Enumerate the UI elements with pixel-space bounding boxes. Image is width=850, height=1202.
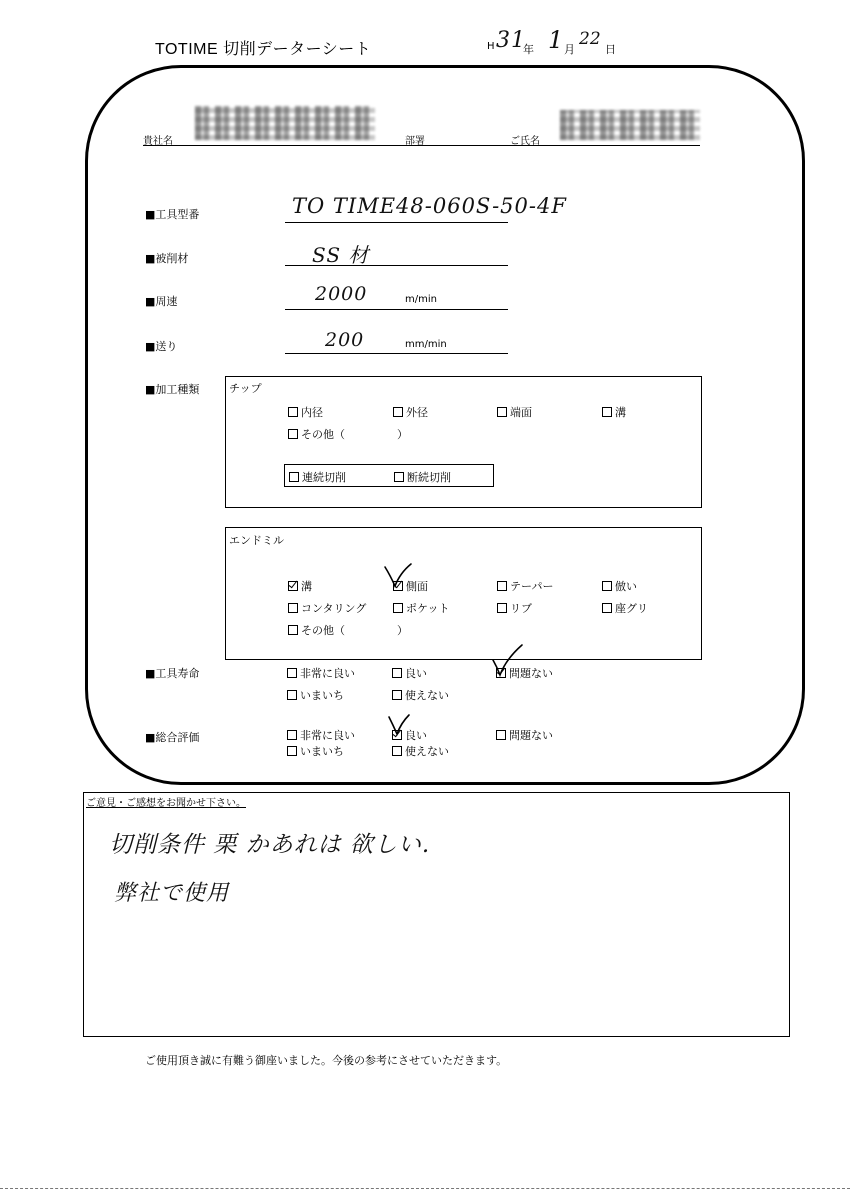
checkbox[interactable]	[496, 730, 506, 740]
option-label: 溝	[615, 406, 626, 419]
sheet-title: TOTIME 切削データーシート	[155, 41, 372, 58]
redacted-person-name	[560, 110, 700, 140]
overall-label: ■総合評価	[145, 731, 200, 744]
tool-model-label: ■工具型番	[145, 208, 200, 221]
checkbox[interactable]	[288, 581, 298, 591]
surface-speed-line	[285, 309, 508, 310]
tool-life-option-unusable[interactable]	[392, 687, 449, 703]
tip-option-other[interactable]	[288, 426, 408, 442]
overall-option-unusable[interactable]	[392, 743, 449, 759]
option-label: 外径	[406, 406, 428, 419]
option-label: 良い	[405, 667, 427, 680]
checkbox[interactable]	[602, 407, 612, 417]
option-label: 問題ない	[509, 667, 553, 680]
option-label: 端面	[510, 406, 532, 419]
date-day: 22	[579, 29, 601, 49]
surface-speed-unit: m/min	[405, 294, 437, 305]
tip-section	[225, 376, 702, 508]
option-label: 側面	[406, 580, 428, 593]
endmill-section	[225, 527, 702, 660]
tool-model-value[interactable]: TO TIME48-060S-50-4F	[292, 194, 567, 218]
checkbox[interactable]	[287, 690, 297, 700]
checkbox[interactable]	[288, 603, 298, 613]
tool-life-option-excellent[interactable]	[287, 665, 355, 681]
checkbox[interactable]	[287, 746, 297, 756]
comments-label: ご意見・ご感想をお聞かせ下さい。	[86, 798, 246, 809]
work-material-label: ■被削材	[145, 252, 189, 265]
date-era: H	[487, 41, 495, 52]
date-month: 1	[548, 26, 565, 54]
endmill-option-copying[interactable]	[602, 578, 637, 594]
checkbox[interactable]	[288, 625, 298, 635]
option-label: 倣い	[615, 580, 637, 593]
page-edge-line	[0, 1188, 850, 1189]
comments-section	[83, 792, 790, 1037]
feed-unit: mm/min	[405, 339, 447, 350]
checkbox[interactable]	[392, 690, 402, 700]
option-label: 使えない	[405, 745, 449, 758]
checkbox[interactable]	[497, 407, 507, 417]
cutting-mode-continuous[interactable]	[289, 469, 346, 485]
tool-model-line	[285, 222, 508, 223]
tool-life-label: ■工具寿命	[145, 667, 200, 680]
tool-life-option-good[interactable]	[392, 665, 427, 681]
option-label: 使えない	[405, 689, 449, 702]
endmill-option-contouring[interactable]	[288, 600, 366, 616]
checkbox[interactable]	[602, 603, 612, 613]
option-label: 断続切削	[407, 471, 451, 484]
option-label: その他（	[301, 624, 345, 637]
checkbox[interactable]	[289, 472, 299, 482]
endmill-option-pocket[interactable]	[393, 600, 449, 616]
handwritten-check-mark	[386, 713, 412, 737]
date-year: 31	[496, 28, 526, 53]
endmill-option-rib[interactable]	[497, 600, 532, 616]
option-label: いまいち	[300, 689, 344, 702]
option-close-paren: ）	[397, 624, 408, 637]
surface-speed-value[interactable]: 2000	[315, 283, 368, 305]
tip-title: チップ	[229, 382, 262, 395]
feed-label: ■送り	[145, 340, 178, 353]
machining-type-label: ■加工種類	[145, 383, 200, 396]
tip-option-groove[interactable]	[602, 404, 626, 420]
name-label: ご氏名	[510, 136, 540, 147]
date-month-unit: 月	[564, 43, 575, 56]
option-label: 溝	[301, 580, 312, 593]
option-label: 連続切削	[302, 471, 346, 484]
option-label: 座グリ	[615, 602, 648, 615]
option-label: 非常に良い	[300, 729, 355, 742]
checkbox[interactable]	[287, 730, 297, 740]
cutting-mode-interrupted[interactable]	[394, 469, 451, 485]
option-label: ポケット	[406, 602, 450, 615]
option-label: 内径	[301, 406, 323, 419]
option-label: いまいち	[300, 745, 344, 758]
option-label: 非常に良い	[300, 667, 355, 680]
endmill-option-groove[interactable]	[288, 578, 312, 594]
endmill-option-counterbore[interactable]	[602, 600, 648, 616]
tip-option-outer-diameter[interactable]	[393, 404, 428, 420]
feed-line	[285, 353, 508, 354]
redacted-company-name	[195, 106, 375, 140]
work-material-line	[285, 265, 508, 266]
handwritten-check-mark	[490, 642, 524, 678]
checkbox[interactable]	[287, 668, 297, 678]
checkbox[interactable]	[394, 472, 404, 482]
tip-option-end-face[interactable]	[497, 404, 532, 420]
checkbox[interactable]	[392, 746, 402, 756]
company-label: 貴社名	[143, 136, 173, 147]
feed-value[interactable]: 200	[325, 329, 365, 351]
date-day-unit: 日	[605, 43, 616, 56]
endmill-title: エンドミル	[229, 534, 284, 547]
handwritten-check-mark	[382, 562, 414, 590]
option-label: その他（	[301, 428, 345, 441]
overall-option-excellent[interactable]	[287, 727, 355, 743]
work-material-value[interactable]: SS 材	[312, 243, 370, 267]
endmill-option-other[interactable]	[288, 622, 408, 638]
option-label: テーパー	[510, 580, 554, 593]
checkbox[interactable]	[393, 407, 403, 417]
tool-life-option-mediocre[interactable]	[287, 687, 344, 703]
option-close-paren: ）	[397, 428, 408, 441]
surface-speed-label: ■周速	[145, 295, 178, 308]
option-label: 良い	[405, 729, 427, 742]
overall-option-no-problem[interactable]	[496, 727, 553, 743]
checkbox[interactable]	[497, 603, 507, 613]
date-year-unit: 年	[523, 43, 534, 56]
comment-line[interactable]: 弊社で使用	[114, 881, 230, 906]
overall-option-mediocre[interactable]	[287, 743, 344, 759]
department-label: 部署	[405, 136, 425, 147]
customer-underline	[143, 145, 700, 146]
option-label: コンタリング	[301, 602, 367, 615]
endmill-option-taper[interactable]	[497, 578, 553, 594]
comment-line[interactable]: 切削条件 栗 かあれは 欲しい.	[109, 832, 431, 858]
tip-option-inner-diameter[interactable]	[288, 404, 323, 420]
checkbox[interactable]	[393, 603, 403, 613]
checkbox[interactable]	[288, 429, 298, 439]
checkbox[interactable]	[392, 668, 402, 678]
checkbox[interactable]	[288, 407, 298, 417]
option-label: リブ	[510, 602, 532, 615]
checkbox[interactable]	[497, 581, 507, 591]
checkbox[interactable]	[602, 581, 612, 591]
option-label: 問題ない	[509, 729, 553, 742]
footer-message: ご使用頂き誠に有難う御座いました。今後の参考にさせていただきます。	[145, 1054, 508, 1067]
cutting-mode-group	[284, 464, 494, 487]
